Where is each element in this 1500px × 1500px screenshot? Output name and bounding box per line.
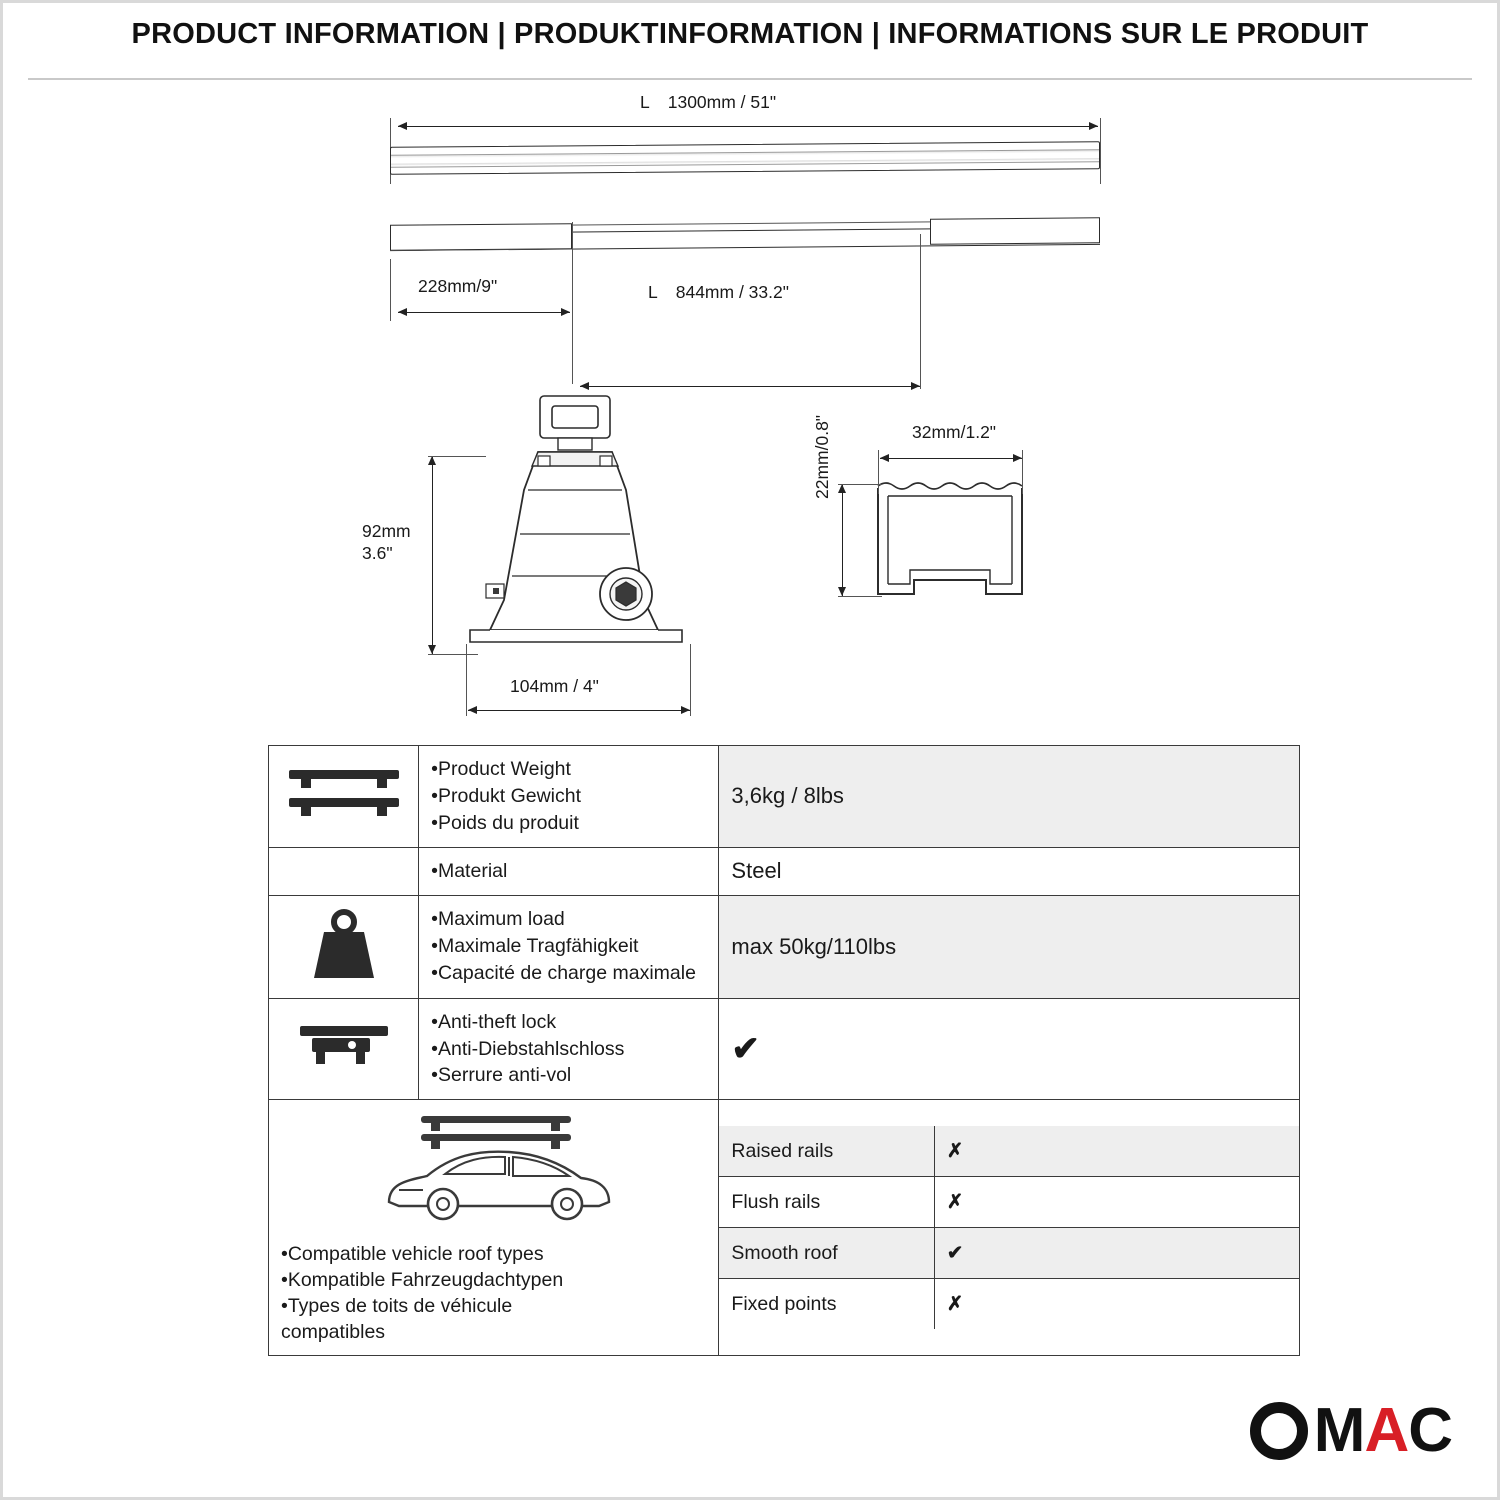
crossbar-side-view xyxy=(390,216,1100,262)
maximum-load-label-de: •Maximale Tragfähigkeit xyxy=(431,935,639,958)
dim-profile-width-arrow xyxy=(880,458,1022,459)
ext-line-844-right xyxy=(920,234,921,389)
roof-type-row-smooth-roof xyxy=(719,1228,1299,1279)
anti-theft-lock-label-de: •Anti-Diebstahlschloss xyxy=(431,1037,625,1060)
dim-span-prefix: L xyxy=(648,282,658,302)
anti-theft-lock-labels xyxy=(419,998,719,1100)
foot-front-view-svg xyxy=(430,394,730,684)
ext-line-height-bottom xyxy=(428,654,478,655)
dim-profile-height xyxy=(812,415,833,499)
roof-type-mark-raised-rails: ✗ xyxy=(934,1126,1299,1177)
roof-type-subtable xyxy=(719,1126,1299,1329)
crossbar-top-view xyxy=(390,141,1100,175)
roof-type-label-fixed-points: Fixed points xyxy=(719,1279,934,1330)
omac-logo xyxy=(1250,1395,1452,1466)
roof-type-label-raised-rails: Raised rails xyxy=(719,1126,934,1177)
ext-line-width-left xyxy=(466,644,467,716)
table-row-material xyxy=(269,847,1300,895)
dim-span-value: 844mm / 33.2" xyxy=(675,282,789,302)
table-row-roof-compatibility xyxy=(269,1100,1300,1356)
product-weight-value: 3,6kg / 8lbs xyxy=(719,746,1300,848)
maximum-load-label-en: •Maximum load xyxy=(431,908,565,931)
roof-type-row-flush-rails xyxy=(719,1177,1299,1228)
dim-profile-width-value: 32mm/1.2" xyxy=(912,422,997,442)
roof-type-mark-flush-rails: ✗ xyxy=(934,1177,1299,1228)
roof-type-row-fixed-points xyxy=(719,1279,1299,1330)
dim-span xyxy=(648,282,789,303)
dim-profile-width xyxy=(912,422,996,443)
foot-front-view xyxy=(430,394,730,674)
anti-theft-lock-label-en: •Anti-theft lock xyxy=(431,1010,557,1033)
material-labels xyxy=(419,847,719,895)
dim-end-offset-value: 228mm/9" xyxy=(418,276,498,296)
material-icon-placeholder xyxy=(269,847,419,895)
crossbars-icon xyxy=(269,746,419,848)
car-with-roof-rack-icon xyxy=(359,1110,629,1230)
roof-type-subtable-cell xyxy=(719,1100,1300,1356)
dim-end-offset xyxy=(418,276,497,297)
ext-line-width-right xyxy=(690,644,691,716)
profile-cross-section xyxy=(840,444,1100,644)
ext-line-height-top xyxy=(428,456,486,457)
product-spec-table xyxy=(268,745,1300,1356)
dim-total-length-prefix: L xyxy=(640,92,650,112)
dim-end-offset-arrow xyxy=(398,312,570,313)
dim-foot-height-line2: 3.6" xyxy=(362,542,393,563)
table-row-anti-theft-lock xyxy=(269,998,1300,1100)
anti-theft-lock-label-fr: •Serrure anti-vol xyxy=(431,1064,572,1087)
lock-icon xyxy=(269,998,419,1100)
ext-line-right xyxy=(1100,118,1101,184)
material-value: Steel xyxy=(719,847,1300,895)
roof-type-mark-fixed-points: ✗ xyxy=(934,1279,1299,1330)
profile-cross-section-svg xyxy=(840,444,1100,644)
page-title: PRODUCT INFORMATION | PRODUKTINFORMATION | INFORMATIONS SUR LE PRODUIT xyxy=(131,18,1369,50)
table-row-maximum-load xyxy=(269,895,1300,998)
maximum-load-labels xyxy=(419,895,719,998)
roof-type-label-flush-rails: Flush rails xyxy=(719,1177,934,1228)
product-weight-label-de: •Produkt Gewicht xyxy=(431,784,582,807)
ext-line-228-left xyxy=(390,259,391,321)
logo-letter-m: M xyxy=(1313,1396,1365,1465)
roof-compatibility-label-fr-cont: compatibles xyxy=(281,1320,386,1343)
roof-type-row-raised-rails xyxy=(719,1126,1299,1177)
maximum-load-label-fr: •Capacité de charge maximale xyxy=(431,962,696,985)
logo-letter-a: A xyxy=(1364,1396,1409,1465)
dim-foot-height-line1: 92mm xyxy=(362,521,411,541)
ext-line-profile-bottom xyxy=(838,596,882,597)
product-weight-labels xyxy=(419,746,719,848)
ext-line-profile-right xyxy=(1022,450,1023,494)
dim-foot-height xyxy=(362,521,411,565)
roof-compatibility-labels xyxy=(269,1100,719,1356)
product-weight-label-en: •Product Weight xyxy=(431,758,571,780)
ext-line-profile-top xyxy=(838,484,882,485)
dim-foot-width-value: 104mm / 4" xyxy=(510,676,599,696)
anti-theft-lock-value xyxy=(719,998,1300,1100)
logo-o-icon xyxy=(1250,1402,1308,1460)
dim-profile-height-value: 22mm/0.8" xyxy=(812,414,832,499)
roof-compatibility-label-fr: •Types de toits de véhicule xyxy=(281,1294,513,1317)
material-label-en: •Material xyxy=(431,859,508,882)
roof-compatibility-label-en: •Compatible vehicle roof types xyxy=(281,1243,544,1266)
dim-foot-height-arrow xyxy=(432,456,433,654)
table-row-product-weight xyxy=(269,746,1300,848)
maximum-load-value: max 50kg/110lbs xyxy=(719,895,1300,998)
technical-drawing xyxy=(0,84,1500,724)
dim-total-length-value: 1300mm / 51" xyxy=(667,92,777,112)
check-icon: ✔ xyxy=(731,1029,760,1068)
dim-span-arrow xyxy=(580,386,920,387)
dim-profile-height-arrow xyxy=(842,484,843,596)
dim-total-length xyxy=(640,92,776,113)
header-divider xyxy=(28,78,1472,80)
dim-foot-width xyxy=(510,676,599,697)
dim-foot-width-arrow xyxy=(468,710,690,711)
roof-compatibility-label-de: •Kompatible Fahrzeugdachtypen xyxy=(281,1269,564,1292)
roof-type-label-smooth-roof: Smooth roof xyxy=(719,1228,934,1279)
logo-letter-c: C xyxy=(1408,1396,1452,1465)
product-weight-label-fr: •Poids du produit xyxy=(431,811,579,834)
roof-type-mark-smooth-roof: ✔ xyxy=(934,1228,1299,1279)
ext-line-profile-left xyxy=(878,450,879,494)
page-header xyxy=(0,18,1500,51)
ext-line-228-right xyxy=(572,222,573,384)
dim-total-length-arrow xyxy=(398,126,1098,127)
weight-icon xyxy=(269,895,419,998)
